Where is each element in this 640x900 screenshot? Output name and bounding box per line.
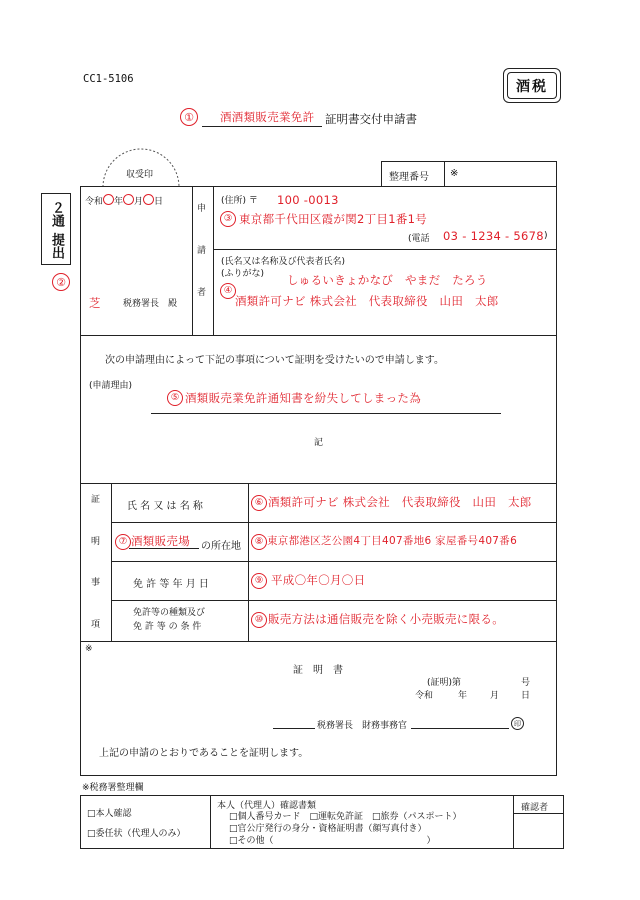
hline-applicant-bottom xyxy=(81,335,557,336)
address-value: 東京都千代田区霞が関2丁目1番1号 xyxy=(239,212,428,226)
title-underline xyxy=(202,126,322,127)
seiri-label: 整理番号 xyxy=(389,172,429,183)
applicant-col-2: 請 xyxy=(197,246,207,256)
office-use-heading: ※税務署整理欄 xyxy=(82,783,144,793)
row4-value: 販売方法は通信販売を除く小売販売に限る。 xyxy=(268,612,504,626)
cb-proxy: □委任状（代理人のみ） xyxy=(87,829,186,839)
date-y: 年 xyxy=(114,197,124,207)
shomei-col-2: 明 xyxy=(91,537,101,547)
vline-items-col xyxy=(111,483,112,641)
furigana-label: (ふりがな) xyxy=(221,269,265,279)
docs-line1: □個人番号カード □運転免許証 □旅券（パスポート） xyxy=(229,812,462,822)
address-postal: 100 -0013 xyxy=(277,193,339,207)
cert-office-line xyxy=(273,728,315,729)
row1-value: 酒類許可ナビ 株式会社 代表取締役 山田 太郎 xyxy=(268,495,532,509)
seiri-mark: ※ xyxy=(450,168,459,179)
cert-officer: 税務署長 財務事務官 xyxy=(317,721,408,731)
docs-title: 本人（代理人）確認書類 xyxy=(217,801,317,811)
title-suffix: 証明書交付申請書 xyxy=(325,112,417,126)
ki-label: 記 xyxy=(314,438,324,448)
cert-seal-text: 印 xyxy=(514,719,521,728)
cert-mark: ※ xyxy=(85,644,93,654)
marker-3: ③ xyxy=(220,211,236,227)
shomei-col-3: 事 xyxy=(91,578,101,588)
cert-number-suffix: 号 xyxy=(521,678,531,688)
side-note xyxy=(41,193,71,265)
seiri-box xyxy=(381,161,557,187)
shomei-col-4: 項 xyxy=(91,620,101,630)
office-use-div2 xyxy=(513,796,514,848)
docs-line3: □その他（ ） xyxy=(229,836,436,846)
cert-date-d: 日 xyxy=(521,691,531,701)
hline-address xyxy=(213,249,557,250)
cert-statement: 上記の申請のとおりであることを証明します。 xyxy=(99,748,309,759)
marker-8: ⑧ xyxy=(251,534,267,550)
cert-seal xyxy=(511,717,524,730)
row3-value: 平成〇年〇月〇日 xyxy=(271,573,366,587)
date-day-circle xyxy=(143,194,154,205)
application-form xyxy=(80,186,557,776)
confirm-label: 確認者 xyxy=(521,803,549,813)
name-label: (氏名又は名称及び代表者氏名) xyxy=(221,257,346,267)
vline-applicant-col xyxy=(213,187,214,335)
office-use-div1 xyxy=(210,796,211,848)
marker-6: ⑥ xyxy=(251,495,267,511)
row2-label-suffix: の所在地 xyxy=(201,541,241,552)
tel-label: (電話 xyxy=(408,234,430,244)
marker-4: ④ xyxy=(220,283,236,299)
tax-badge-text: 酒税 xyxy=(516,78,548,95)
applicant-col-1: 申 xyxy=(197,204,207,214)
hline-row1 xyxy=(111,522,557,523)
reason-value: 酒類販売業免許通知書を紛失してしまった為 xyxy=(185,391,421,405)
date-m: 月 xyxy=(134,197,144,207)
hline-row2 xyxy=(111,561,557,562)
cert-date-y: 年 xyxy=(458,691,468,701)
date-d: 日 xyxy=(154,197,164,207)
row2-place-underline xyxy=(129,548,199,549)
reason-label: (申請理由) xyxy=(89,381,133,391)
row3-label: 免 許 等 年 月 日 xyxy=(133,579,209,590)
cert-date-m: 月 xyxy=(490,691,500,701)
shomei-col-1: 証 xyxy=(91,495,101,505)
intro-text: 次の申請理由によって下記の事項について証明を受けたいので申請します。 xyxy=(105,355,444,366)
vline-items-label xyxy=(248,483,249,641)
hline-items-bottom xyxy=(81,641,557,642)
stamp-circle xyxy=(100,140,182,188)
date-row xyxy=(85,194,163,207)
tel-value: 03 - 1234 - 5678 xyxy=(443,229,544,243)
tax-badge-outer xyxy=(503,68,561,103)
office-name: 芝 xyxy=(89,296,101,310)
row2-value: 東京都港区芝公園4丁目407番地6 家屋番号407番6 xyxy=(267,535,518,547)
side-note-line2: 提出 xyxy=(49,233,64,259)
doc-code: CC1-5106 xyxy=(83,73,134,85)
applicant-col-3: 者 xyxy=(197,288,207,298)
marker-7: ⑦ xyxy=(115,534,131,550)
title-fill: 酒酒類販売業免許 xyxy=(220,110,315,124)
side-note-line1: ２通 xyxy=(49,201,64,227)
cert-title: 証 明 書 xyxy=(293,665,343,676)
marker-10: ⑩ xyxy=(251,612,267,628)
marker-9: ⑨ xyxy=(251,573,267,589)
title-row xyxy=(180,108,500,128)
tel-close: ) xyxy=(544,231,548,241)
office-suffix: 税務署長 殿 xyxy=(123,299,178,309)
office-use-table xyxy=(80,795,564,849)
marker-5: ⑤ xyxy=(167,390,183,406)
row1-label: 氏 名 又 は 名 称 xyxy=(127,501,203,512)
date-month-circle xyxy=(123,194,134,205)
vline-left-col xyxy=(192,187,193,335)
name-value: 酒類許可ナビ 株式会社 代表取締役 山田 太郎 xyxy=(235,294,499,308)
cert-date-era: 令和 xyxy=(415,691,434,701)
docs-line2: □官公庁発行の身分・資格証明書（顔写真付き） xyxy=(229,824,427,834)
seiri-divider xyxy=(444,162,445,187)
date-era: 令和 xyxy=(85,197,104,207)
row4-label1: 免許等の種類及び xyxy=(133,608,206,618)
marker-1: ① xyxy=(180,108,198,126)
row2-place: 酒類販売場 xyxy=(131,534,190,548)
cert-number-label: (証明)第 xyxy=(427,678,462,688)
furigana-value: しゅるいきょかなび やまだ たろう xyxy=(287,273,488,287)
stamp-label: 収受印 xyxy=(126,170,154,180)
address-label: (住所) 〒 xyxy=(221,196,258,206)
tax-badge xyxy=(507,72,557,99)
cert-name-line xyxy=(411,728,509,729)
row4-label2: 免 許 等 の 条 件 xyxy=(133,622,202,632)
date-year-circle xyxy=(103,194,114,205)
hline-row3 xyxy=(111,600,557,601)
confirm-divider xyxy=(513,813,564,814)
hline-items-top xyxy=(81,483,557,484)
marker-2: ② xyxy=(52,273,70,291)
reason-underline xyxy=(151,413,501,414)
cb-identity: □本人確認 xyxy=(87,809,132,819)
